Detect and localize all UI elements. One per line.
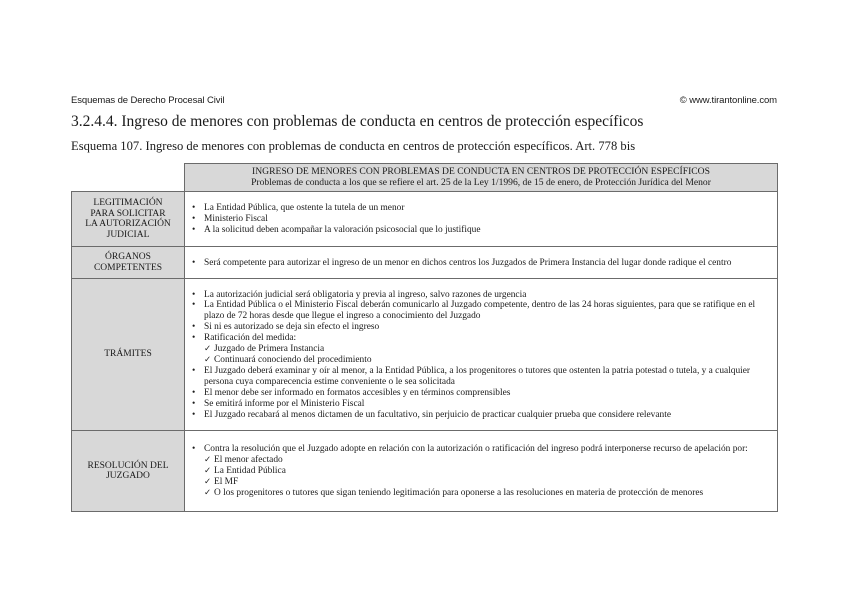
table-title-cell <box>185 164 778 192</box>
list-item: • Se emitirá informe por el Ministerio Fiscal <box>191 399 771 410</box>
check-list-item: ✓ El menor afectado <box>191 455 771 466</box>
row-label-line: COMPETENTES <box>93 262 163 273</box>
check-list-item: ✓ O los progenitores o tutores que sigan teniendo legitimación para oponerse a las resoluciones en materia de protección de menores <box>191 488 771 499</box>
list-item: • La Entidad Pública, que ostente la tutela de un menor <box>191 203 771 214</box>
table-row-resolucion <box>72 431 778 512</box>
row-label <box>72 247 185 279</box>
list-item: • La autorización judicial será obligatoria y previa al ingreso, salvo razones de urgencia <box>191 290 771 301</box>
row-label-line: PARA SOLICITAR <box>90 208 166 219</box>
list-item: • El Juzgado recabará al menos dictamen de un facultativo, sin perjuicio de practicar cualquier prueba que considere relevante <box>191 410 771 421</box>
check-list-item: ✓ El MF <box>191 477 771 488</box>
table-row-tramites <box>72 279 778 431</box>
section-title: 3.2.4.4. Ingreso de menores con problemas de conducta en centros de protección específicos <box>71 113 644 130</box>
row-label-line: JUDICIAL <box>106 229 150 240</box>
row-label <box>72 192 185 247</box>
list-item: • Ratificación del medida: <box>191 333 771 344</box>
table-subtitle: Problemas de conducta a los que se refiere el art. 25 de la Ley 1/1996, de 15 de enero, de Protección Jurídica del Menor <box>251 177 711 188</box>
list-item: • A la solicitud deben acompañar la valoración psicosocial que lo justifique <box>191 225 771 236</box>
row-label-line: LA AUTORIZACIÓN <box>85 219 171 229</box>
table-row-legitimacion <box>72 192 778 247</box>
copyright-notice: © www.tirantonline.com <box>679 95 777 106</box>
row-label-line: JUZGADO <box>106 471 150 481</box>
row-content <box>185 192 778 247</box>
page-header <box>71 95 777 107</box>
list-item: • Ministerio Fiscal <box>191 214 771 225</box>
row-content <box>185 279 778 431</box>
list-item: • Contra la resolución que el Juzgado adopte en relación con la autorización o ratificación del ingreso podrá interponerse recurso de apelación por: <box>191 444 771 455</box>
table-row-organos <box>72 247 778 279</box>
list-item: • El menor debe ser informado en formatos accesibles y en términos comprensibles <box>191 388 771 399</box>
row-label-line: LEGITIMACIÓN <box>93 198 163 208</box>
table-header-row <box>72 164 778 192</box>
list-item: • El Juzgado deberá examinar y oír al menor, a la Entidad Pública, a los progenitores o tutores que ostenten la patria potestad o tutela, y a cualquier persona cuya comparecencia estime conveniente o le sea solicitada <box>191 366 771 388</box>
check-list-item: ✓ La Entidad Pública <box>191 466 771 477</box>
list-item: • Si ni es autorizado se deja sin efecto el ingreso <box>191 322 771 333</box>
list-item: • Será competente para autorizar el ingreso de un menor en dichos centros los Juzgados de Primera Instancia del lugar donde radique el centro <box>191 258 771 269</box>
row-label-line: RESOLUCIÓN DEL <box>87 460 169 471</box>
row-label <box>72 279 185 431</box>
check-list-item: ✓ Continuará conociendo del procedimiento <box>191 355 771 366</box>
table-title: INGRESO DE MENORES CON PROBLEMAS DE CONDUCTA EN CENTROS DE PROTECCIÓN ESPECÍFICOS <box>252 166 710 177</box>
book-title: Esquemas de Derecho Procesal Civil <box>71 95 225 106</box>
row-content <box>185 247 778 279</box>
row-label-line: ÓRGANOS <box>105 252 151 262</box>
empty-corner-cell <box>72 164 185 192</box>
check-list-item: ✓ Juzgado de Primera Instancia <box>191 344 771 355</box>
row-content <box>185 431 778 512</box>
row-label-line: TRÁMITES <box>104 349 152 360</box>
list-item: • La Entidad Pública o el Ministerio Fiscal deberán comunicarlo al Juzgado competente, dentro de las 24 horas siguientes, para que se ratifique en el plazo de 72 horas desde que llegue el ingreso a conocimiento del Juzgado <box>191 300 771 322</box>
schema-caption: Esquema 107. Ingreso de menores con problemas de conducta en centros de protección específicos. Art. 778 bis <box>71 139 636 153</box>
schema-table <box>71 163 778 512</box>
row-label <box>72 431 185 512</box>
